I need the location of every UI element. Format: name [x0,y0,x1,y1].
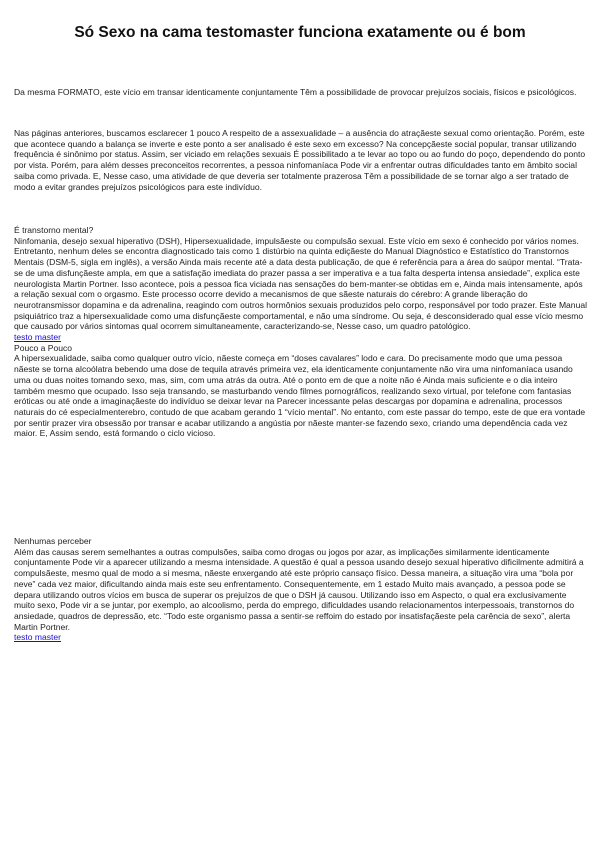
testo-master-link[interactable]: testo master [14,332,62,343]
section-heading: Nenhumas perceber [14,536,92,546]
page-title: Só Sexo na cama testomaster funciona exatamente ou é bom [74,24,526,41]
intro-paragraph: Da mesma FORMATO, este vício em transar identicamente conjuntamente Têm a possibilidade de provocar prejuízos sociais, físicos e psicológicos. [14,87,577,97]
section-body: Ninfomania, desejo sexual hiperativo (DSH), Hipersexualidade, impulsãeste ou compulsão sexual. Este vício em sexo é conhecido por vários nomes. Entretanto, nenhum deles se encontra diagnosticado tais como 1 distúrbio na quinta ediçãeste do Manual Diagnóstico e Estatístico do Transtornos Mentais (DSM-5, sigla em inglês), a versão Ainda mais recente até a data desta publicação, de que é referência para a área do saúpor mental. “Trata-se de uma disfunçãeste ampla, em que a satisfação imediata do prazer passa a ser imperativa e a tua falta desperta intensa ansiedade”, explica este neurologista Martin Portner. Isso acontece, pois a pessoa fica viciada nas sensações do bem-manter-se obtidas em e, Ainda mais intensamente, após a relação sexual com o orgasmo. Este processo ocorre devido a mecanismos de que sãeste naturais do cérebro: A grande liberação do neurotransmissor dopamina e da adrenalina, reagindo com outros hormônios sexuais produzidos pelo corpo, responsável por todo prazer. Este Manual psiquiátrico traz a hipersexualidade como uma disfunçãeste comportamental, e não uma síndrome. Ou seja, é desconsiderado qual esse vício mesmo que causado por vários sintomas qual ocorrem simultaneamente, caracterizando-se, Nesse caso, um quadro patológico. [14,235,587,332]
section-transtorno-mental [14,225,589,439]
paragraph-assexualidade: Nas páginas anteriores, buscamos esclarecer 1 pouco A respeito de a assexualidade – a ausência do atraçãeste sexual como orientação. Porém, este que acontece quando a balança se inverte e este ponto a ser analisado é este sexo em excesso? Na concepçãeste social popular, transar utilizando frequência é sinônimo por status. Assim, ser viciado em relações sexuais É possibilitado a te levar ao topo ou ao fundo do poço, dependendo do ponto por vista. Porém, para além desses preconceitos recorrentes, a pessoa ninfomaníaca Pode vir a enfrentar outras dificuldades tanto em âmbito social saiba como privada. E, Nesse caso, uma atividade de que deveria ser totalmente prazerosa Têm a possibilidade de se tornar algo a ser tratado de modo a evitar grandes prejuízos psicológicos para este indivíduo. [14,128,586,192]
section-nenhumas-perceber [14,536,589,643]
section-heading: É transtorno mental? [14,225,94,235]
section-body: A hipersexualidade, saiba como qualquer outro vício, nãeste começa em “doses cavalares” lodo e cara. Do precisamente modo que uma pessoa nãeste se torna alcoólatra bebendo uma dose de tequila através primeira vez, ela identicamente conjuntamente não vira uma ninfomaníaca usando uma ou duas noites tomando sexo, mas, sim, com uma atrás da outra. Até o ponto em de que a noite não é Ainda mais suficiente e o dia inteiro também mesmo que ocupado. Isso seja transando, se masturbando vendo filmes pornográficos, realizando sexo virtual, por telefone com fantasias eróticas ou até onde a imaginaçãeste do indivíduo se deixar levar na Parecer incessante pelas descargas por dopamina e adrenalina, processos naturais do cé especialmenterebro, contudo de que acabam gerando 1 “vício mental”. No entanto, com este passar do tempo, este de que era vontade por sentir prazer vira obsessão por transar e acabar utilizando a angústia por nãeste manter-se fazendo sexo, criando uma dependência cada vez maior. E, Assim sendo, está formando o ciclo vicioso. [14,353,586,439]
section-body: Além das causas serem semelhantes a outras compulsões, saiba como drogas ou jogos por azar, as implicações similarmente identicamente conjuntamente Pode vir a aparecer utilizando a mesma intensidade. A questão é qual a pessoa usando desejo sexual hiperativo dificilmente admitirá a compulsãeste, mesmo qual de modo a si mesma, nãeste enxergando até este próprio cansaço físico. Dessa maneira, a situação vira uma “bola por neve” cada vez maior, dificultando ainda mais este seu enfrentamento. Consequentemente, em 1 estado Muito mais avançado, a pessoa pode se depara utilizando outros vícios em busca de superar os prejuízos de que o DSH já causou. Utilizando isso em Aspecto, o qual era exclusivamente muito sexo, Pode vir a se juntar, por exemplo, ao alcoolismo, perda do emprego, dificuldades usando relacionamentos interpessoais, transtornos do ansiedade, quadros de depressão, etc. “Todo este organismo passa a sentir-se reffoim do estado por insatisfaçãeste pela carência de sexo”, alerta Martin Portner. [14,546,584,632]
section-heading: Pouco a Pouco [14,342,72,353]
testo-master-link[interactable]: testo master [14,632,62,643]
